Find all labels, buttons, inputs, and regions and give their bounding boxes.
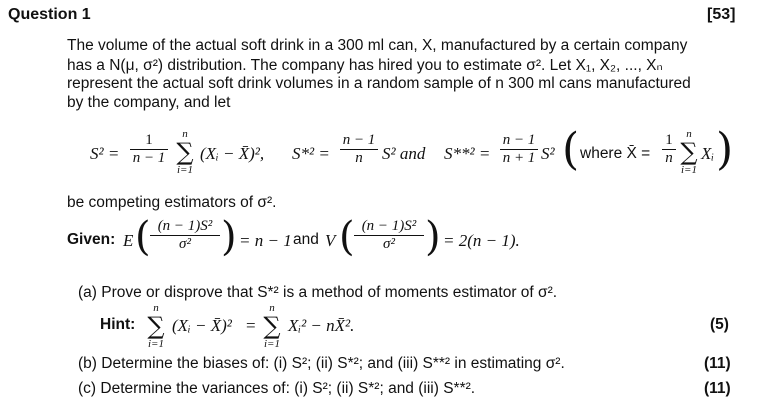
hint-label: Hint: — [100, 316, 136, 333]
s2-frac-num: 1 — [145, 132, 153, 148]
expectation-prefix: E — [123, 231, 134, 250]
sstar-tail: S² and — [382, 144, 426, 163]
hint-rhs-body: Xᵢ² − nX̄². — [288, 316, 355, 335]
sstarstar-frac-den: n + 1 — [500, 149, 538, 167]
where-body: Xᵢ — [701, 144, 715, 163]
hint-lhs-body: (Xᵢ − X̄)² — [172, 316, 232, 335]
sigma-icon-4: ∑ — [263, 312, 281, 340]
intro-line-1: The volume of the actual soft drink in a 300 ml can, X, manufactured by a certain company — [67, 37, 688, 54]
sum-1-top: n — [182, 128, 188, 140]
sum-2-top: n — [686, 128, 692, 140]
sstar-frac-num: n − 1 — [342, 132, 376, 148]
intro-line-3: represent the actual soft drink volumes in a random sample of n 300 ml cans manufactured — [67, 75, 691, 92]
part-c-text: (c) Determine the variances of: (i) S²; (ii) S*²; and (iii) S**². — [78, 380, 476, 397]
hint-line — [100, 302, 420, 348]
right-paren-icon: ) — [425, 214, 441, 260]
intro-line-2: has a N(μ, σ²) distribution. The company has hired you to estimate σ². Let X₁, X₂, ..., Xₙ — [67, 57, 663, 74]
sstar-frac-den: n — [340, 149, 378, 167]
sstar-label: S*² = — [292, 144, 330, 163]
sstarstar-tail: S² — [541, 144, 555, 163]
where-frac-den: n — [662, 149, 676, 167]
variance-prefix: V — [325, 231, 336, 250]
sum-4-top: n — [269, 302, 275, 314]
sum-1-bottom: i=1 — [177, 164, 193, 176]
sstar-fraction — [340, 132, 378, 167]
part-a-marks: (5) — [710, 316, 729, 333]
sum-symbol-4 — [260, 302, 284, 350]
sigma-icon-2: ∑ — [680, 138, 698, 166]
sum-symbol-2 — [677, 128, 701, 176]
given-frac-1-num: (n − 1)S² — [157, 218, 213, 234]
hint-equals: = — [246, 316, 256, 335]
sum-3-bottom: i=1 — [148, 338, 164, 350]
s2-label: S² = — [90, 144, 120, 163]
sstarstar-label: S**² = — [444, 144, 491, 163]
right-paren-icon: ) — [221, 214, 237, 260]
left-paren-icon: ( — [339, 214, 355, 260]
where-fraction — [662, 132, 676, 167]
where-text: where X̄ = — [580, 145, 651, 162]
sum-2-bottom: i=1 — [681, 164, 697, 176]
given-and: and — [293, 231, 319, 248]
s2-frac-den: n − 1 — [130, 149, 168, 167]
given-frac-2 — [354, 218, 424, 253]
expectation-result: = n − 1 — [239, 231, 292, 250]
sum-symbol-1 — [173, 128, 197, 176]
sum-4-bottom: i=1 — [264, 338, 280, 350]
left-paren-icon: ( — [135, 214, 151, 260]
competing-line: be competing estimators of σ². — [67, 194, 277, 211]
right-paren-icon: ) — [716, 124, 734, 175]
given-label: Given: — [67, 231, 116, 248]
total-marks: [53] — [707, 6, 736, 23]
sigma-icon: ∑ — [176, 138, 194, 166]
given-frac-2-den: σ² — [354, 235, 424, 253]
sstarstar-fraction — [500, 132, 538, 167]
intro-line-4: by the company, and let — [67, 94, 231, 111]
given-frac-2-num: (n − 1)S² — [361, 218, 417, 234]
given-line — [67, 216, 587, 262]
given-frac-1 — [150, 218, 220, 253]
part-a-text: (a) Prove or disprove that S*² is a method of moments estimator of σ². — [78, 284, 558, 301]
part-c-marks: (11) — [704, 380, 731, 397]
part-b-marks: (11) — [704, 355, 731, 372]
s2-body: (Xᵢ − X̄)², — [200, 144, 265, 163]
sstarstar-frac-num: n − 1 — [502, 132, 536, 148]
estimator-definitions — [90, 124, 734, 180]
sum-3-top: n — [153, 302, 159, 314]
given-frac-1-den: σ² — [150, 235, 220, 253]
sum-symbol-3 — [144, 302, 168, 350]
variance-result: = 2(n − 1). — [443, 231, 520, 250]
part-b-text: (b) Determine the biases of: (i) S²; (ii) S*²; and (iii) S**² in estimating σ². — [78, 355, 565, 372]
sigma-icon-3: ∑ — [147, 312, 165, 340]
s2-fraction — [130, 132, 168, 167]
left-paren-icon: ( — [562, 124, 580, 175]
question-title: Question 1 — [8, 6, 91, 23]
where-frac-num: 1 — [665, 132, 673, 148]
